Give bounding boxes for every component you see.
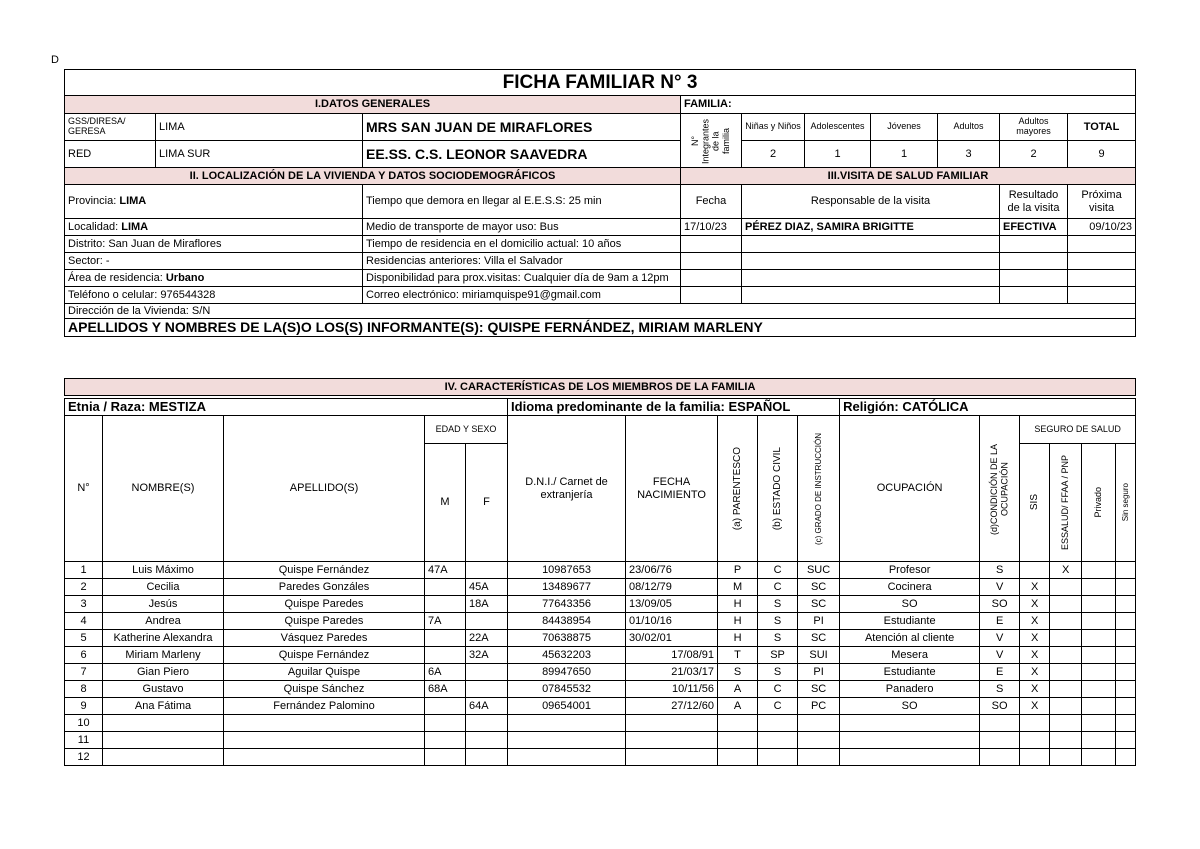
member-sis: X <box>1020 596 1050 613</box>
gss-label: GSS/DIRESA/ GERESA <box>65 114 156 141</box>
member-parentesco: H <box>718 613 758 630</box>
mrs-value: MRS SAN JUAN DE MIRAFLORES <box>363 114 681 141</box>
loc-distrito: Distrito: San Juan de Miraflores <box>65 236 363 253</box>
table-row <box>65 596 1136 613</box>
member-parentesco: H <box>718 630 758 647</box>
member-fecha: 27/12/60 <box>626 698 718 715</box>
member-privado <box>1082 732 1116 749</box>
member-edad-m <box>425 630 466 647</box>
idioma: Idioma predominante de la familia: ESPAÑOL <box>508 399 840 416</box>
member-nombre <box>103 749 224 766</box>
member-sis: X <box>1020 681 1050 698</box>
member-dni <box>508 749 626 766</box>
member-fecha: 13/09/05 <box>626 596 718 613</box>
member-grado <box>798 749 840 766</box>
table-row <box>65 732 1136 749</box>
member-ocupacion <box>840 749 980 766</box>
member-sin-seguro <box>1116 664 1136 681</box>
visita-col-fecha: Fecha <box>681 185 742 219</box>
member-estado-civil: C <box>758 681 798 698</box>
member-fecha <box>626 732 718 749</box>
col-grado: (c) GRADO DE INSTRUCCIÓN <box>798 416 840 562</box>
table-row <box>65 681 1136 698</box>
member-apellido: Quispe Sánchez <box>224 681 425 698</box>
member-nombre <box>103 732 224 749</box>
member-num: 11 <box>65 732 103 749</box>
count-adolescentes: 1 <box>805 141 871 168</box>
member-essalud: X <box>1050 562 1082 579</box>
member-apellido <box>224 732 425 749</box>
member-apellido: Quispe Fernández <box>224 562 425 579</box>
member-condicion <box>980 715 1020 732</box>
member-condicion: E <box>980 613 1020 630</box>
member-dni: 89947650 <box>508 664 626 681</box>
member-sin-seguro <box>1116 562 1136 579</box>
member-sin-seguro <box>1116 715 1136 732</box>
member-privado <box>1082 613 1116 630</box>
member-sin-seguro <box>1116 749 1136 766</box>
member-dni: 07845532 <box>508 681 626 698</box>
member-essalud <box>1050 732 1082 749</box>
member-essalud <box>1050 698 1082 715</box>
col-adultos: Adultos <box>938 114 1000 141</box>
member-edad-f <box>466 715 508 732</box>
section-datos-generales-header: I.DATOS GENERALES <box>65 96 681 114</box>
member-privado <box>1082 630 1116 647</box>
section-localizacion-header: II. LOCALIZACIÓN DE LA VIVIENDA Y DATOS SOCIODEMOGRÁFICOS <box>65 168 681 185</box>
member-estado-civil <box>758 749 798 766</box>
col-fecha: FECHA NACIMIENTO <box>626 416 718 562</box>
member-parentesco <box>718 749 758 766</box>
member-dni: 45632203 <box>508 647 626 664</box>
section-visita-header: III.VISITA DE SALUD FAMILIAR <box>681 168 1136 185</box>
member-ocupacion: Panadero <box>840 681 980 698</box>
member-nombre <box>103 715 224 732</box>
member-essalud <box>1050 749 1082 766</box>
col-edad-sexo: EDAD Y SEXO <box>425 416 508 444</box>
col-sin-seguro: Sin seguro <box>1116 444 1136 562</box>
member-ocupacion: Estudiante <box>840 613 980 630</box>
member-edad-m: 47A <box>425 562 466 579</box>
col-condicion: (d)CONDICIÓN DE LA OCUPACIÓN <box>980 416 1020 562</box>
member-parentesco: A <box>718 681 758 698</box>
member-edad-m <box>425 715 466 732</box>
member-dni: 09654001 <box>508 698 626 715</box>
loc-disponibilidad: Disponibilidad para prox.visitas: Cualquier día de 9am a 12pm <box>363 270 681 287</box>
member-fecha: 01/10/16 <box>626 613 718 630</box>
corner-mark: D <box>51 54 59 66</box>
member-privado <box>1082 579 1116 596</box>
member-sis: X <box>1020 579 1050 596</box>
member-edad-f: 45A <box>466 579 508 596</box>
member-dni <box>508 732 626 749</box>
member-condicion: V <box>980 630 1020 647</box>
member-essalud <box>1050 579 1082 596</box>
informante: APELLIDOS Y NOMBRES DE LA(S)O LOS(S) INFORMANTE(S): QUISPE FERNÁNDEZ, MIRIAM MARLENY <box>65 319 1136 337</box>
red-label: RED <box>65 141 156 168</box>
loc-tiempo: Tiempo que demora en llegar al E.E.S.S: 25 min <box>363 185 681 219</box>
member-fecha: 23/06/76 <box>626 562 718 579</box>
member-edad-m <box>425 579 466 596</box>
member-apellido: Paredes Gonzáles <box>224 579 425 596</box>
member-apellido: Quispe Paredes <box>224 596 425 613</box>
col-essalud: ESSALUD/ FFAA / PNP <box>1050 444 1082 562</box>
religion: Religión: CATÓLICA <box>840 399 1136 416</box>
member-estado-civil: S <box>758 596 798 613</box>
member-num: 12 <box>65 749 103 766</box>
loc-direccion: Dirección de la Vivienda: S/N <box>65 304 1136 319</box>
table-row <box>65 749 1136 766</box>
count-total: 9 <box>1068 141 1136 168</box>
page-title: FICHA FAMILIAR N° 3 <box>65 70 1136 96</box>
visita-proxima: 09/10/23 <box>1068 219 1136 236</box>
member-nombre: Jesús <box>103 596 224 613</box>
member-nombre: Katherine Alexandra <box>103 630 224 647</box>
member-ocupacion <box>840 715 980 732</box>
member-apellido: Fernández Palomino <box>224 698 425 715</box>
member-sis <box>1020 749 1050 766</box>
members-table <box>64 398 1136 766</box>
member-grado <box>798 732 840 749</box>
member-grado: SC <box>798 630 840 647</box>
col-apellido: APELLIDO(S) <box>224 416 425 562</box>
member-apellido: Aguilar Quispe <box>224 664 425 681</box>
member-edad-m: 68A <box>425 681 466 698</box>
member-estado-civil: SP <box>758 647 798 664</box>
member-sis <box>1020 562 1050 579</box>
member-grado: SUC <box>798 562 840 579</box>
col-adultos-mayores: Adultos mayores <box>1000 114 1068 141</box>
member-fecha: 17/08/91 <box>626 647 718 664</box>
member-sis: X <box>1020 613 1050 630</box>
count-adultos: 3 <box>938 141 1000 168</box>
member-parentesco: S <box>718 664 758 681</box>
col-m: M <box>425 444 466 562</box>
col-sis: SIS <box>1020 444 1050 562</box>
member-sin-seguro <box>1116 596 1136 613</box>
member-num: 8 <box>65 681 103 698</box>
member-nombre: Miriam Marleny <box>103 647 224 664</box>
member-condicion: S <box>980 562 1020 579</box>
member-edad-m: 6A <box>425 664 466 681</box>
member-edad-f <box>466 681 508 698</box>
member-apellido: Vásquez Paredes <box>224 630 425 647</box>
member-num: 7 <box>65 664 103 681</box>
loc-area: Área de residencia: Urbano <box>65 270 363 287</box>
member-condicion: E <box>980 664 1020 681</box>
loc-transporte: Medio de transporte de mayor uso: Bus <box>363 219 681 236</box>
member-parentesco: M <box>718 579 758 596</box>
member-apellido: Quispe Fernández <box>224 647 425 664</box>
member-grado: PI <box>798 664 840 681</box>
ficha-top-table <box>64 69 1136 337</box>
member-fecha <box>626 749 718 766</box>
member-ocupacion <box>840 732 980 749</box>
member-condicion: SO <box>980 596 1020 613</box>
member-edad-m: 7A <box>425 613 466 630</box>
table-row <box>65 715 1136 732</box>
member-edad-f <box>466 613 508 630</box>
member-num: 2 <box>65 579 103 596</box>
member-nombre: Cecilia <box>103 579 224 596</box>
member-sin-seguro <box>1116 647 1136 664</box>
member-estado-civil <box>758 715 798 732</box>
member-parentesco: H <box>718 596 758 613</box>
member-num: 9 <box>65 698 103 715</box>
member-num: 6 <box>65 647 103 664</box>
member-apellido: Quispe Paredes <box>224 613 425 630</box>
member-ocupacion: Atención al cliente <box>840 630 980 647</box>
visita-col-responsable: Responsable de la visita <box>742 185 1000 219</box>
loc-telefono: Teléfono o celular: 976544328 <box>65 287 363 304</box>
member-num: 10 <box>65 715 103 732</box>
col-dni: D.N.I./ Carnet de extranjería <box>508 416 626 562</box>
table-row <box>65 613 1136 630</box>
member-edad-m <box>425 596 466 613</box>
member-sis: X <box>1020 698 1050 715</box>
col-ocupacion: OCUPACIÓN <box>840 416 980 562</box>
member-edad-f <box>466 749 508 766</box>
member-dni: 70638875 <box>508 630 626 647</box>
member-sis <box>1020 715 1050 732</box>
member-fecha: 10/11/56 <box>626 681 718 698</box>
col-jovenes: Jóvenes <box>871 114 938 141</box>
member-grado: SUI <box>798 647 840 664</box>
member-privado <box>1082 715 1116 732</box>
member-fecha: 21/03/17 <box>626 664 718 681</box>
member-sis: X <box>1020 647 1050 664</box>
member-dni: 77643356 <box>508 596 626 613</box>
member-ocupacion: SO <box>840 698 980 715</box>
member-estado-civil: C <box>758 562 798 579</box>
section-caracteristicas-header: IV. CARACTERÍSTICAS DE LOS MIEMBROS DE LA FAMILIA <box>65 379 1136 396</box>
count-jovenes: 1 <box>871 141 938 168</box>
col-privado: Privado <box>1082 444 1116 562</box>
member-privado <box>1082 681 1116 698</box>
col-ninos: Niñas y Niños <box>742 114 805 141</box>
loc-residencia-tiempo: Tiempo de residencia en el domicilio actual: 10 años <box>363 236 681 253</box>
col-f: F <box>466 444 508 562</box>
col-parentesco: (a) PARENTESCO <box>718 416 758 562</box>
table-row <box>65 647 1136 664</box>
red-value: LIMA SUR <box>156 141 363 168</box>
member-estado-civil <box>758 732 798 749</box>
member-estado-civil: S <box>758 664 798 681</box>
member-sin-seguro <box>1116 732 1136 749</box>
col-nombre: NOMBRE(S) <box>103 416 224 562</box>
visita-fecha: 17/10/23 <box>681 219 742 236</box>
member-condicion: S <box>980 681 1020 698</box>
member-essalud <box>1050 596 1082 613</box>
member-dni <box>508 715 626 732</box>
member-edad-f: 22A <box>466 630 508 647</box>
col-total: TOTAL <box>1068 114 1136 141</box>
member-dni: 13489677 <box>508 579 626 596</box>
member-num: 1 <box>65 562 103 579</box>
member-edad-f: 64A <box>466 698 508 715</box>
col-adolescentes: Adolescentes <box>805 114 871 141</box>
member-condicion: SO <box>980 698 1020 715</box>
count-adultos-mayores: 2 <box>1000 141 1068 168</box>
member-num: 5 <box>65 630 103 647</box>
member-ocupacion: SO <box>840 596 980 613</box>
visita-resultado: EFECTIVA <box>1000 219 1068 236</box>
member-nombre: Gustavo <box>103 681 224 698</box>
member-sin-seguro <box>1116 613 1136 630</box>
member-grado <box>798 715 840 732</box>
member-sin-seguro <box>1116 630 1136 647</box>
visita-responsable: PÉREZ DIAZ, SAMIRA BRIGITTE <box>742 219 1000 236</box>
member-essalud <box>1050 664 1082 681</box>
member-apellido <box>224 715 425 732</box>
member-parentesco <box>718 732 758 749</box>
loc-localidad: Localidad: LIMA <box>65 219 363 236</box>
loc-residencias-anteriores: Residencias anteriores: Villa el Salvador <box>363 253 681 270</box>
member-edad-f <box>466 664 508 681</box>
member-privado <box>1082 749 1116 766</box>
member-parentesco <box>718 715 758 732</box>
table-row <box>65 630 1136 647</box>
member-fecha <box>626 715 718 732</box>
member-nombre: Gian Piero <box>103 664 224 681</box>
count-ninos: 2 <box>742 141 805 168</box>
loc-sector: Sector: - <box>65 253 363 270</box>
member-essalud <box>1050 715 1082 732</box>
table-row <box>65 562 1136 579</box>
loc-correo: Correo electrónico: miriamquispe91@gmail.com <box>363 287 681 304</box>
caracteristicas-header-table <box>64 378 1136 396</box>
member-apellido <box>224 749 425 766</box>
member-edad-m <box>425 698 466 715</box>
member-grado: SC <box>798 681 840 698</box>
member-condicion: V <box>980 647 1020 664</box>
member-grado: PI <box>798 613 840 630</box>
member-num: 4 <box>65 613 103 630</box>
member-dni: 84438954 <box>508 613 626 630</box>
member-essalud <box>1050 681 1082 698</box>
eess-value: EE.SS. C.S. LEONOR SAAVEDRA <box>363 141 681 168</box>
member-essalud <box>1050 613 1082 630</box>
familia-header: FAMILIA: <box>681 96 1136 114</box>
member-fecha: 08/12/79 <box>626 579 718 596</box>
col-estado-civil: (b) ESTADO CIVIL <box>758 416 798 562</box>
member-parentesco: A <box>718 698 758 715</box>
member-privado <box>1082 664 1116 681</box>
member-grado: SC <box>798 579 840 596</box>
member-edad-m <box>425 732 466 749</box>
visita-col-resultado: Resultado de la visita <box>1000 185 1068 219</box>
member-edad-f <box>466 732 508 749</box>
loc-provincia: Provincia: LIMA <box>65 185 363 219</box>
member-edad-f <box>466 562 508 579</box>
member-privado <box>1082 698 1116 715</box>
member-estado-civil: C <box>758 698 798 715</box>
member-condicion <box>980 749 1020 766</box>
member-ocupacion: Profesor <box>840 562 980 579</box>
member-parentesco: T <box>718 647 758 664</box>
member-edad-m <box>425 647 466 664</box>
member-edad-f: 32A <box>466 647 508 664</box>
member-privado <box>1082 647 1116 664</box>
col-seguro: SEGURO DE SALUD <box>1020 416 1136 444</box>
member-sin-seguro <box>1116 681 1136 698</box>
member-sis <box>1020 732 1050 749</box>
member-grado: PC <box>798 698 840 715</box>
member-ocupacion: Mesera <box>840 647 980 664</box>
member-estado-civil: S <box>758 613 798 630</box>
member-ocupacion: Estudiante <box>840 664 980 681</box>
member-privado <box>1082 562 1116 579</box>
member-sin-seguro <box>1116 579 1136 596</box>
col-num: N° <box>65 416 103 562</box>
member-condicion: V <box>980 579 1020 596</box>
member-parentesco: P <box>718 562 758 579</box>
table-row <box>65 579 1136 596</box>
member-num: 3 <box>65 596 103 613</box>
member-condicion <box>980 732 1020 749</box>
member-essalud <box>1050 647 1082 664</box>
visita-col-proxima: Próxima visita <box>1068 185 1136 219</box>
member-fecha: 30/02/01 <box>626 630 718 647</box>
member-dni: 10987653 <box>508 562 626 579</box>
table-row <box>65 664 1136 681</box>
member-grado: SC <box>798 596 840 613</box>
member-nombre: Andrea <box>103 613 224 630</box>
member-edad-f: 18A <box>466 596 508 613</box>
member-edad-m <box>425 749 466 766</box>
member-ocupacion: Cocinera <box>840 579 980 596</box>
member-nombre: Ana Fátima <box>103 698 224 715</box>
member-nombre: Luis Máximo <box>103 562 224 579</box>
member-estado-civil: S <box>758 630 798 647</box>
table-row <box>65 698 1136 715</box>
member-estado-civil: C <box>758 579 798 596</box>
member-privado <box>1082 596 1116 613</box>
etnia: Etnia / Raza: MESTIZA <box>65 399 508 416</box>
member-sis: X <box>1020 664 1050 681</box>
member-sin-seguro <box>1116 698 1136 715</box>
member-essalud <box>1050 630 1082 647</box>
gss-value: LIMA <box>156 114 363 141</box>
integrantes-label: N° Integrantes de la familia <box>681 114 742 168</box>
member-sis: X <box>1020 630 1050 647</box>
